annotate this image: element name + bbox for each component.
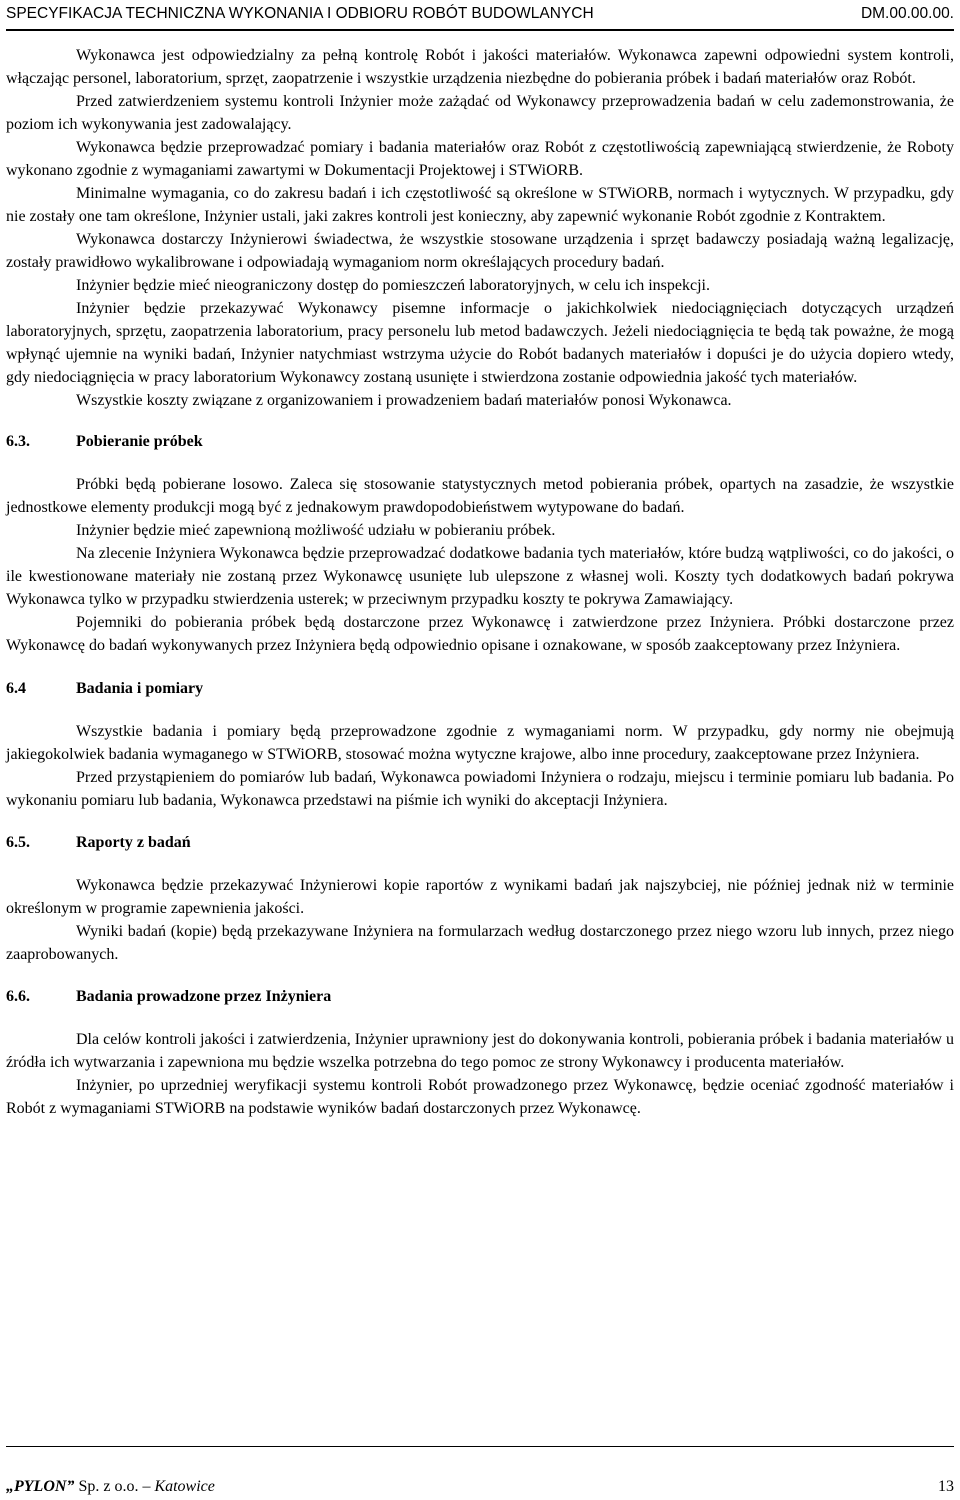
header-title: SPECYFIKACJA TECHNICZNA WYKONANIA I ODBIORU ROBÓT BUDOWLANYCH	[6, 5, 594, 22]
section-number: 6.4	[6, 680, 26, 697]
section-heading-6-6	[6, 985, 954, 1008]
paragraph: Inżynier będzie mieć nieograniczony dostęp do pomieszczeń laboratoryjnych, w celu ich inspekcji.	[76, 277, 710, 294]
paragraph: Wykonawca dostarczy Inżynierowi świadectwa, że wszystkie stosowane urządzenia i sprzęt badawczy posiadają ważną legalizację, zostały prawidłowo wykalibrowane i odpowiadają wymaganiom norm określających procedury badań.	[6, 231, 954, 271]
section-title: Raporty z badań	[76, 834, 191, 851]
paragraph: Inżynier będzie przekazywać Wykonawcy pisemne informacje o jakichkolwiek niedociągnięciach dotyczących urządzeń laboratoryjnych, sprzętu, zaopatrzenia laboratorium, pracy personelu lub metod badawczych. Jeżeli niedociągnięcia te będą tak poważne, że mogą wpłynąć ujemnie na wyniki badań, Inżynier natychmiast wstrzyma użycie do Robót badanych materiałów i dopuści je do użycia dopiero wtedy, gdy niedociągnięcia w pracy laboratorium Wykonawcy zostaną usunięte i stwierdzona zostanie odpowiednia jakość tych materiałów.	[6, 300, 954, 386]
footer-company-name: „PYLON”	[6, 1478, 75, 1495]
section-title: Pobieranie próbek	[76, 433, 203, 450]
section-heading-6-3	[6, 430, 954, 453]
paragraph: Wszystkie koszty związane z organizowaniem i prowadzeniem badań materiałów ponosi Wykonawca.	[76, 392, 732, 409]
paragraph: Wyniki badań (kopie) będą przekazywane Inżyniera na formularzach według dostarczonego przez niego wzoru lub innych, przez niego zaaprobowanych.	[6, 923, 954, 963]
page-number: 13	[938, 1478, 954, 1495]
paragraph: Przed zatwierdzeniem systemu kontroli Inżynier może zażądać od Wykonawcy przeprowadzenia badań w celu zademonstrowania, że poziom ich wykonywania jest zadowalający.	[6, 93, 954, 133]
paragraph: Wykonawca będzie przekazywać Inżynierowi kopie raportów z wynikami badań jak najszybciej, nie później jednak niż w terminie określonym w programie zapewnienia jakości.	[6, 877, 954, 917]
paragraph: Inżynier, po uprzedniej weryfikacji systemu kontroli Robót prowadzonego przez Wykonawcę, będzie oceniać zgodność materiałów i Robót z wymaganiami STWiORB na podstawie wyników badań dostarczonych przez Wykonawcę.	[6, 1077, 954, 1117]
paragraph: Wykonawca będzie przeprowadzać pomiary i badania materiałów oraz Robót z częstotliwością zapewniającą stwierdzenie, że Roboty wykonano zgodnie z wymaganiami zawartymi w Dokumentacji Projektowej i STWiORB.	[6, 139, 954, 179]
paragraph: Na zlecenie Inżyniera Wykonawca będzie przeprowadzać dodatkowe badania tych materiałów, które budzą wątpliwości, co do jakości, o ile kwestionowane materiały nie zostaną przez Wykonawcę usunięte lub ulepszone z własnej woli. Koszty tych dodatkowych badań pokrywa Wykonawca tylko w przypadku stwierdzenia usterek; w przeciwnym przypadku koszty te pokrywa Zamawiający.	[6, 545, 954, 608]
paragraph: Próbki będą pobierane losowo. Zaleca się stosowanie statystycznych metod pobierania próbek, opartych na zasadzie, że wszystkie jednostkowe elementy produkcji mogą być z jednakowym prawdopodobieństwem wytypowane do badań.	[6, 476, 954, 516]
section-number: 6.6.	[6, 988, 30, 1005]
section-heading-6-5	[6, 831, 954, 854]
paragraph: Wykonawca jest odpowiedzialny za pełną kontrolę Robót i jakości materiałów. Wykonawca zapewni odpowiedni system kontroli, włączając personel, laboratorium, sprzęt, zaopatrzenie i wszystkie urządzenia niezbędne do pobierania próbek i badań materiałów oraz Robót.	[6, 47, 954, 87]
footer-company	[6, 1478, 215, 1495]
paragraph: Pojemniki do pobierania próbek będą dostarczone przez Wykonawcę i zatwierdzone przez Inżyniera. Próbki dostarczone przez Wykonawcę do badań wykonywanych przez Inżyniera będą odpowiednio opisane i oznakowane, w sposób zaakceptowany przez Inżyniera.	[6, 614, 954, 654]
paragraph: Wszystkie badania i pomiary będą przeprowadzone zgodnie z wymaganiami norm. W przypadku, gdy normy nie obejmują jakiegokolwiek badania wymaganego w STWiORB, stosować można wytyczne krajowe, albo inne procedury, zaakceptowane przez Inżyniera.	[6, 723, 954, 763]
page-footer	[6, 1477, 954, 1497]
paragraph: Minimalne wymagania, co do zakresu badań i ich częstotliwość są określone w STWiORB, normach i wytycznych. W przypadku, gdy nie zostały one tam określone, Inżynier ustali, jaki zakres kontroli jest konieczny, aby zapewnić wykonanie Robót zgodnie z Kontraktem.	[6, 185, 954, 225]
document-body	[6, 44, 954, 1120]
footer-company-rest: Sp. z o.o. –	[74, 1478, 155, 1495]
paragraph: Inżynier będzie mieć zapewnioną możliwość udziału w pobieraniu próbek.	[76, 522, 556, 539]
section-number: 6.5.	[6, 834, 30, 851]
section-number: 6.3.	[6, 433, 30, 450]
footer-city: Katowice	[154, 1478, 215, 1495]
footer-divider	[6, 1446, 954, 1447]
paragraph: Dla celów kontroli jakości i zatwierdzenia, Inżynier uprawniony jest do dokonywania kontroli, pobierania próbek i badania materiałów u źródła ich wytwarzania i zapewniona mu będzie wszelka potrzebna do tego pomoc ze strony Wykonawcy i producenta materiałów.	[6, 1031, 954, 1071]
section-heading-6-4	[6, 677, 954, 700]
paragraph: Przed przystąpieniem do pomiarów lub badań, Wykonawca powiadomi Inżyniera o rodzaju, miejscu i terminie pomiaru lub badania. Po wykonaniu pomiaru lub badania, Wykonawca przedstawi na piśmie ich wyniki do akceptacji Inżyniera.	[6, 769, 954, 809]
section-title: Badania i pomiary	[76, 680, 204, 697]
page-header	[6, 2, 954, 31]
section-title: Badania prowadzone przez Inżyniera	[76, 988, 332, 1005]
header-code: DM.00.00.00.	[860, 5, 954, 22]
